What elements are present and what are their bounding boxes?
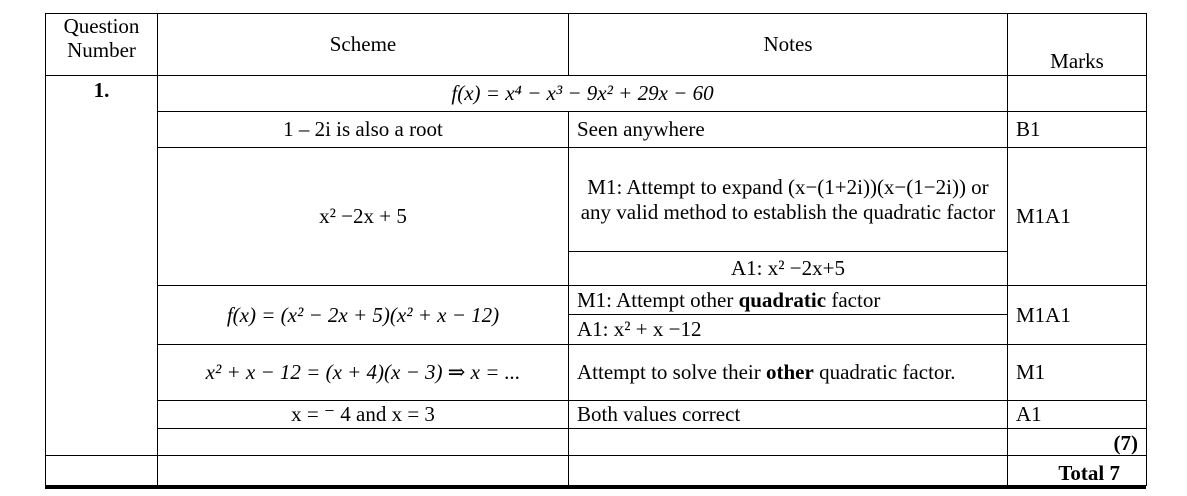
scheme-cell: 1 – 2i is also a root: [158, 112, 569, 148]
marks-cell: M1: [1008, 345, 1147, 401]
scheme-cell: f(x) = (x² − 2x + 5)(x² + x − 12): [158, 286, 569, 345]
notes-emphasis: other: [765, 360, 814, 385]
marks-cell: A1: [1008, 401, 1147, 429]
marks-cell: B1: [1008, 112, 1147, 148]
notes-cell: A1: x² −2x+5: [569, 252, 1008, 286]
notes-cell: M1: Attempt to expand (x−(1+2i))(x−(1−2i)) or any valid method to establish the quadratic factor: [569, 148, 1008, 252]
scheme-cell: x = ⁻ 4 and x = 3: [158, 401, 569, 429]
mark-scheme-table: [45, 13, 1147, 486]
question-number: 1.: [46, 76, 158, 456]
empty-cell: [569, 429, 1008, 456]
notes-text: M1: Attempt other: [577, 287, 739, 312]
table-row: [46, 345, 1147, 401]
notes-text: factor: [826, 287, 881, 312]
table-row: [46, 401, 1147, 429]
header-row: [46, 14, 1147, 76]
mark-scheme: [45, 13, 1147, 486]
header-question-number: Question Number: [46, 14, 158, 76]
empty-cell: [158, 456, 569, 486]
notes-cell: [569, 345, 1008, 401]
bottom-rule: [45, 485, 1146, 489]
empty-cell: [158, 429, 569, 456]
scheme-cell: x² + x − 12 = (x + 4)(x − 3) ⇒ x = ...: [158, 345, 569, 401]
header-marks: Marks: [1008, 14, 1147, 76]
function-row: [46, 76, 1147, 112]
table-row: [46, 112, 1147, 148]
marks-cell: M1A1: [1008, 286, 1147, 345]
notes-text: Attempt to solve their: [577, 360, 766, 385]
empty-cell: [569, 456, 1008, 486]
notes-cell: [569, 286, 1008, 315]
notes-text: quadratic factor.: [813, 360, 956, 385]
total-row: [46, 456, 1147, 486]
notes-cell: Seen anywhere: [569, 112, 1008, 148]
function-marks: [1008, 76, 1147, 112]
total-marks: Total 7: [1008, 456, 1147, 486]
marks-cell: M1A1: [1008, 148, 1147, 286]
header-notes: Notes: [569, 14, 1008, 76]
notes-cell: A1: x² + x −12: [569, 315, 1008, 345]
table-row: [46, 148, 1147, 252]
scheme-cell: x² −2x + 5: [158, 148, 569, 286]
notes-cell: Both values correct: [569, 401, 1008, 429]
notes-emphasis: quadratic: [738, 287, 827, 312]
empty-cell: [46, 456, 158, 486]
header-scheme: Scheme: [158, 14, 569, 76]
function-definition: f(x) = x⁴ − x³ − 9x² + 29x − 60: [158, 76, 1008, 112]
subtotal-row: [46, 429, 1147, 456]
table-row: [46, 286, 1147, 315]
subtotal-marks: (7): [1008, 429, 1147, 456]
